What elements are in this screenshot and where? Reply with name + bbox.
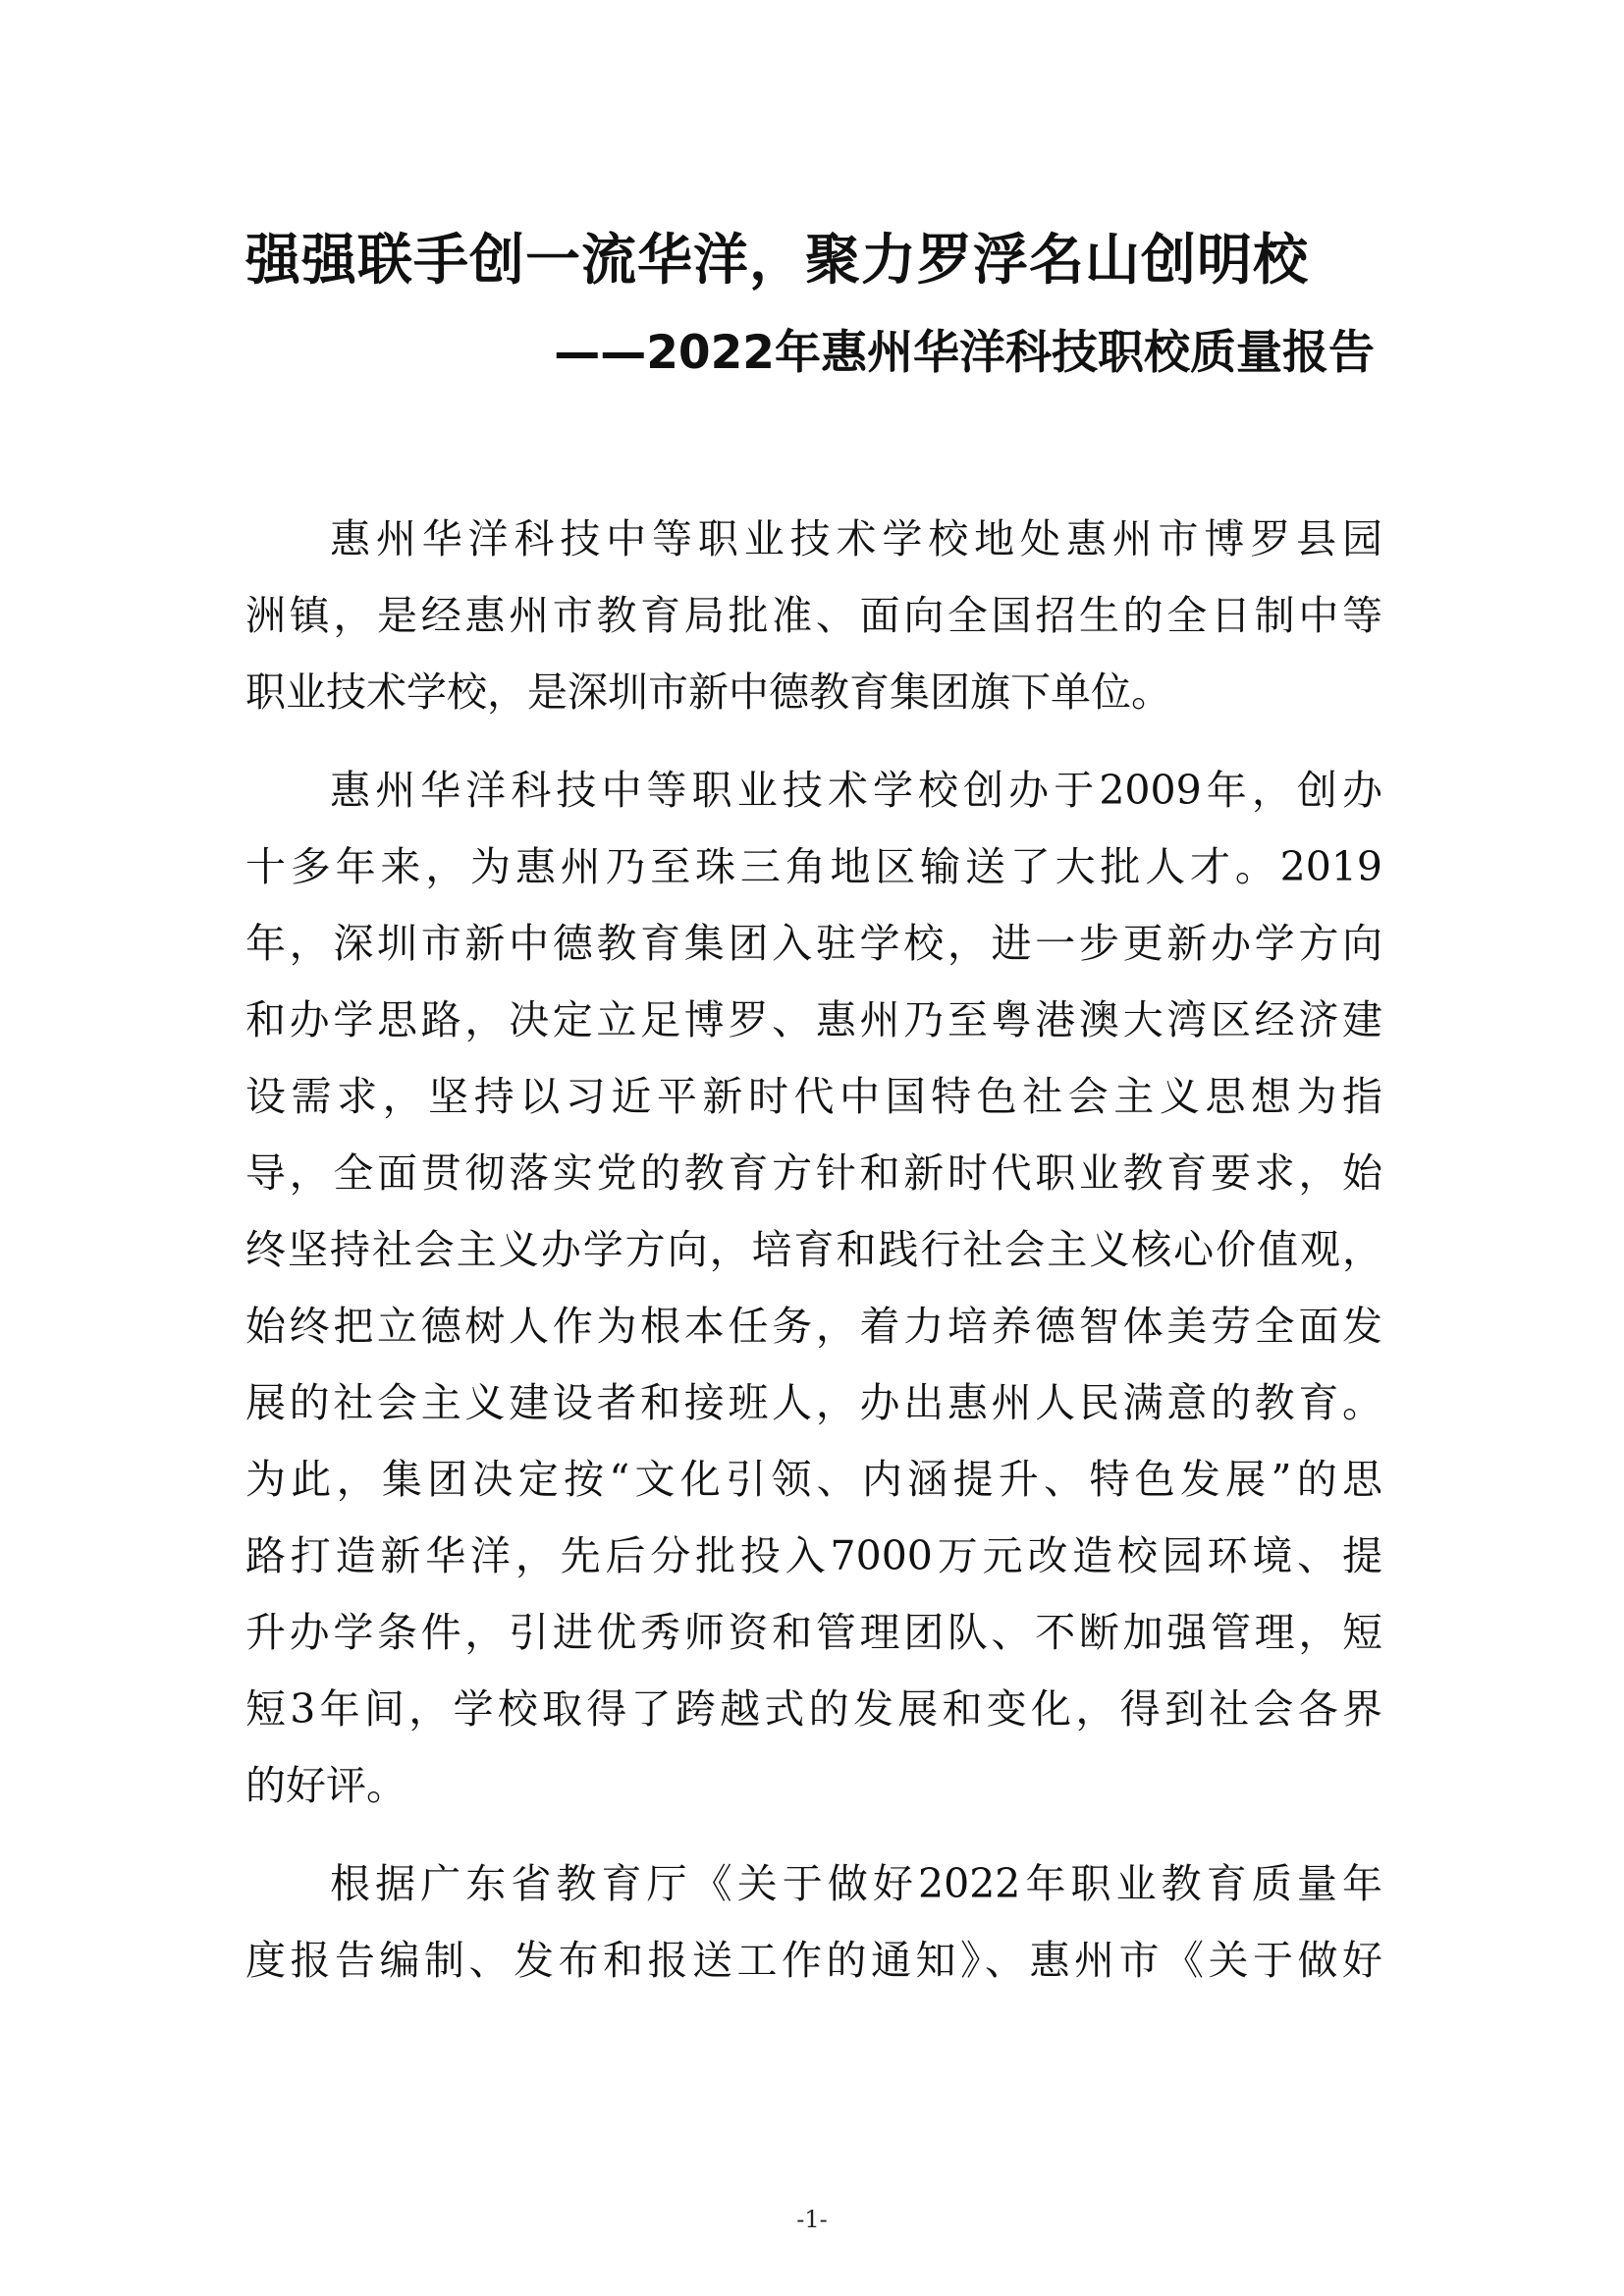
text-line: 为此，集团决定按“文化引领、内涵提升、特色发展”的思 xyxy=(245,1456,1382,1503)
text-line: 始终把立德树人作为根本任务，着力培养德智体美劳全面发 xyxy=(245,1303,1382,1350)
document-title: 强强联手创一流华洋，聚力罗浮名山创明校 xyxy=(245,228,1309,293)
text-line: 终坚持社会主义办学方向，培育和践行社会主义核心价值观， xyxy=(245,1226,1382,1273)
text-line: 和办学思路，决定立足博罗、惠州乃至粤港澳大湾区经济建 xyxy=(245,996,1382,1043)
paragraph-3 xyxy=(245,1845,1382,1999)
text-line: 升办学条件，引进优秀师资和管理团队、不断加强管理，短 xyxy=(245,1609,1382,1656)
page-number: -1- xyxy=(796,2206,828,2233)
paragraph-2 xyxy=(245,752,1382,1824)
text-line: 展的社会主义建设者和接班人，办出惠州人民满意的教育。 xyxy=(245,1379,1382,1426)
text-line: 根据广东省教育厅《关于做好2022年职业教育质量年 xyxy=(330,1860,1382,1907)
text-line: 洲镇，是经惠州市教育局批准、面向全国招生的全日制中等 xyxy=(245,592,1382,639)
document-subtitle: ——2022年惠州华洋科技职校质量报告 xyxy=(554,326,1375,380)
text-line: 惠州华洋科技中等职业技术学校地处惠州市博罗县园 xyxy=(330,515,1382,562)
text-line: 短3年间，学校取得了跨越式的发展和变化，得到社会各界 xyxy=(245,1685,1382,1733)
text-line: 年，深圳市新中德教育集团入驻学校，进一步更新办学方向 xyxy=(245,920,1382,967)
text-line: 路打造新华洋，先后分批投入7000万元改造校园环境、提 xyxy=(245,1532,1382,1579)
document-body xyxy=(245,501,1382,2020)
text-line: 导，全面贯彻落实党的教育方针和新时代职业教育要求，始 xyxy=(245,1149,1382,1197)
paragraph-1 xyxy=(245,501,1382,730)
text-line: 职业技术学校，是深圳市新中德教育集团旗下单位。 xyxy=(245,668,1171,716)
text-line: 度报告编制、发布和报送工作的通知》、惠州市《关于做好 xyxy=(245,1937,1382,1984)
text-line: 设需求，坚持以习近平新时代中国特色社会主义思想为指 xyxy=(245,1073,1382,1120)
text-line: 的好评。 xyxy=(245,1762,406,1809)
text-line: 惠州华洋科技中等职业技术学校创办于2009年，创办 xyxy=(330,767,1382,814)
text-line: 十多年来，为惠州乃至珠三角地区输送了大批人才。2019 xyxy=(245,843,1382,890)
